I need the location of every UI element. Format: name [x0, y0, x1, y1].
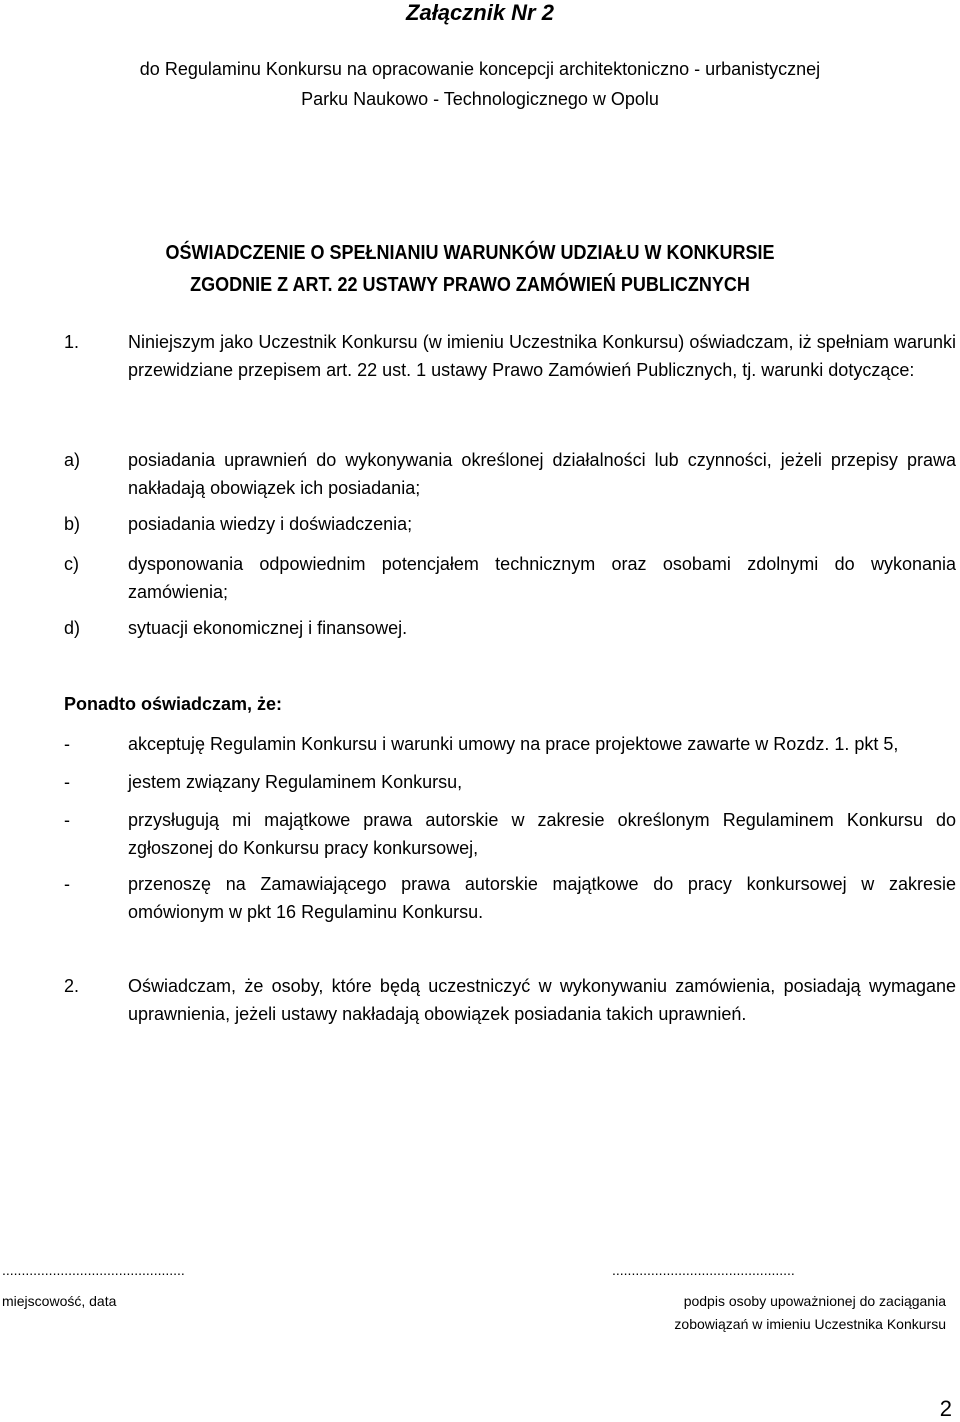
attachment-title: Załącznik Nr 2: [406, 0, 554, 25]
declaration-item: przenoszę na Zamawiającego prawa autorskie majątkowe do pracy konkursowej w zakresie omówionym w pkt 16 Regulaminu Konkursu.: [128, 874, 956, 922]
declaration-intro: Ponadto oświadczam, że:: [64, 694, 283, 714]
bullet-dash: -: [64, 734, 70, 754]
section-2-text: Oświadczam, że osoby, które będą uczestniczyć w wykonywaniu zamówienia, posiadają wymagane uprawnienia, jeżeli ustawy nakładają obowiązek posiadania takich uprawnień.: [128, 976, 956, 1024]
item-text: dysponowania odpowiednim potencjałem technicznym oraz osobami zdolnymi do wykonania zamówienia;: [128, 554, 956, 602]
bullet-dash: -: [64, 772, 70, 792]
item-label: c): [64, 554, 79, 574]
subtitle-line-1: do Regulaminu Konkursu na opracowanie koncepcji architektoniczno - urbanistycznej: [139, 59, 821, 79]
item-label: b): [64, 514, 81, 534]
item-label: d): [64, 618, 81, 638]
signature-label-line-2: zobowiązań w imieniu Uczestnika Konkursu: [674, 1316, 946, 1332]
subtitle: [0, 54, 960, 114]
declaration-item: akceptuję Regulamin Konkursu i warunki umowy na prace projektowe zawarte w Rozdz. 1. pkt 5,: [128, 734, 899, 754]
item-text: posiadania uprawnień do wykonywania określonej działalności lub czynności, jeżeli przepisy prawa nakładają obowiązek ich posiadania;: [128, 450, 956, 498]
declaration-item: przysługują mi majątkowe prawa autorskie w zakresie określonym Regulaminem Konkursu do zgłoszonej do Konkursu pracy konkursowej,: [128, 810, 956, 858]
section-2-number: 2.: [64, 976, 80, 996]
item-text: sytuacji ekonomicznej i finansowej.: [128, 618, 408, 638]
place-date-line: ...............................................: [2, 1262, 185, 1278]
signature-label-line-1: podpis osoby upoważnionej do zaciągania: [683, 1293, 946, 1309]
signature-line: ...............................................: [612, 1262, 795, 1278]
signature-label: [674, 1290, 946, 1336]
section-1-number: 1.: [64, 332, 80, 352]
statement-heading: [47, 237, 893, 301]
bullet-dash: -: [64, 810, 70, 830]
heading-line-1: OŚWIADCZENIE O SPEŁNIANIU WARUNKÓW UDZIAŁU W KONKURSIE: [165, 242, 775, 264]
declaration-item: jestem związany Regulaminem Konkursu,: [128, 772, 463, 792]
subtitle-line-2: Parku Naukowo - Technologicznego w Opolu: [301, 89, 659, 109]
heading-line-2: ZGODNIE Z ART. 22 USTAWY PRAWO ZAMÓWIEŃ PUBLICZNYCH: [190, 274, 750, 296]
item-label: a): [64, 450, 81, 470]
item-text: posiadania wiedzy i doświadczenia;: [128, 514, 413, 534]
place-date-label: miejscowość, data: [2, 1293, 117, 1309]
bullet-dash: -: [64, 874, 70, 894]
section-1-text: Niniejszym jako Uczestnik Konkursu (w imieniu Uczestnika Konkursu) oświadczam, iż spełniam warunki przewidziane przepisem art. 22 ust. 1 ustawy Prawo Zamówień Publicznych, tj. warunki dotyczące:: [128, 332, 956, 380]
page-number: 2: [939, 1396, 952, 1421]
